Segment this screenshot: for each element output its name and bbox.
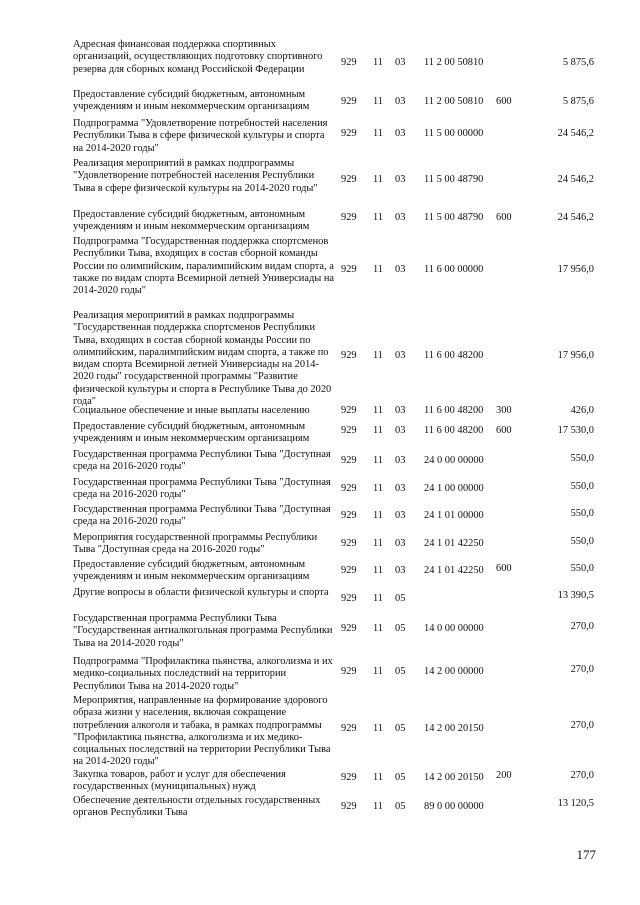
target-article-code: 11 6 00 48200 (424, 350, 484, 361)
grbs-code: 929 (341, 455, 357, 466)
item-name: Предоставление субсидий бюджетным, автономным учреждениям и иным некоммерческим организациям (73, 209, 310, 233)
item-name: Реализация мероприятий в рамках подпрограммы "Государственная поддержка спортсменов Республики Тыва, входящих в состав сборной команды России по олимпийским, паралимпийским видам спорта, а также по видам спорта Всемирной летней Универсиады на 2014-2020 годы" государственной программы "Развитие физической культуры и спорта в Республике Тыва до 2020 года" (73, 310, 332, 408)
subsection-code: 03 (395, 57, 406, 68)
target-article-code: 11 6 00 48200 (424, 425, 484, 436)
item-name: Государственная программа Республики Тыва "Доступная среда на 2016-2020 годы" (73, 477, 331, 501)
item-name: Государственная программа Республики Тыва "Доступная среда на 2016-2020 годы" (73, 504, 331, 528)
section-code: 11 (373, 455, 384, 466)
amount: 5 875,6 (562, 57, 594, 68)
item-name: Предоставление субсидий бюджетным, автономным учреждениям и иным некоммерческим организациям (73, 559, 310, 583)
target-article-code: 24 1 01 42250 (424, 565, 484, 576)
amount: 24 546,2 (557, 212, 594, 223)
item-name: Социальное обеспечение и иные выплаты населению (73, 405, 310, 416)
subsection-code: 05 (395, 723, 406, 734)
subsection-code: 03 (395, 264, 406, 275)
section-code: 11 (373, 623, 384, 634)
item-name: Подпрограмма "Государственная поддержка спортсменов Республики Тыва, входящих в состав сборной команды России по олимпийским, паралимпийским видам спорта, а также по видам спорта Всемирной летней Универсиады на 2014-2020 годы" (73, 236, 335, 297)
section-code: 11 (373, 174, 384, 185)
amount: 24 546,2 (557, 174, 594, 185)
amount: 550,0 (570, 536, 594, 547)
amount: 550,0 (570, 508, 594, 519)
expense-type-code: 200 (496, 770, 512, 781)
section-code: 11 (373, 565, 384, 576)
expense-type-code: 600 (496, 563, 512, 574)
section-code: 11 (373, 723, 384, 734)
section-code: 11 (373, 96, 384, 107)
grbs-code: 929 (341, 425, 357, 436)
target-article-code: 24 1 01 00000 (424, 510, 484, 521)
subsection-code: 03 (395, 538, 406, 549)
item-name: Подпрограмма "Удовлетворение потребностей населения Республики Тыва в сфере физической культуры и спорта на 2014-2020 годы" (73, 118, 328, 154)
target-article-code: 11 5 00 48790 (424, 174, 484, 185)
subsection-code: 03 (395, 455, 406, 466)
item-name: Обеспечение деятельности отдельных государственных органов Республики Тыва (73, 795, 321, 819)
grbs-code: 929 (341, 538, 357, 549)
grbs-code: 929 (341, 723, 357, 734)
section-code: 11 (373, 212, 384, 223)
grbs-code: 929 (341, 801, 357, 812)
item-name: Государственная программа Республики Тыва "Государственная антиалкогольная программа Республики Тыва на 2014-2020 годы" (73, 613, 333, 649)
expense-type-code: 300 (496, 405, 512, 416)
subsection-code: 03 (395, 565, 406, 576)
grbs-code: 929 (341, 510, 357, 521)
subsection-code: 03 (395, 350, 406, 361)
grbs-code: 929 (341, 666, 357, 677)
section-code: 11 (373, 350, 384, 361)
subsection-code: 03 (395, 174, 406, 185)
subsection-code: 05 (395, 772, 406, 783)
target-article-code: 14 2 00 00000 (424, 666, 484, 677)
amount: 270,0 (570, 720, 594, 731)
subsection-code: 05 (395, 593, 406, 604)
section-code: 11 (373, 593, 384, 604)
expense-type-code: 600 (496, 212, 512, 223)
amount: 17 956,0 (557, 350, 594, 361)
target-article-code: 89 0 00 00000 (424, 801, 484, 812)
grbs-code: 929 (341, 264, 357, 275)
subsection-code: 03 (395, 483, 406, 494)
amount: 270,0 (570, 621, 594, 632)
amount: 270,0 (570, 664, 594, 675)
grbs-code: 929 (341, 212, 357, 223)
subsection-code: 03 (395, 405, 406, 416)
section-code: 11 (373, 405, 384, 416)
amount: 17 956,0 (557, 264, 594, 275)
amount: 13 120,5 (557, 798, 594, 809)
target-article-code: 11 6 00 00000 (424, 264, 484, 275)
subsection-code: 05 (395, 801, 406, 812)
section-code: 11 (373, 128, 384, 139)
item-name: Другие вопросы в области физической культуры и спорта (73, 587, 329, 598)
target-article-code: 11 6 00 48200 (424, 405, 484, 416)
grbs-code: 929 (341, 772, 357, 783)
amount: 17 530,0 (557, 425, 594, 436)
target-article-code: 11 5 00 00000 (424, 128, 484, 139)
target-article-code: 14 2 00 20150 (424, 723, 484, 734)
item-name: Предоставление субсидий бюджетным, автономным учреждениям и иным некоммерческим организациям (73, 89, 310, 113)
subsection-code: 03 (395, 425, 406, 436)
grbs-code: 929 (341, 405, 357, 416)
amount: 550,0 (570, 481, 594, 492)
section-code: 11 (373, 801, 384, 812)
amount: 426,0 (570, 405, 594, 416)
item-name: Государственная программа Республики Тыва "Доступная среда на 2016-2020 годы" (73, 449, 331, 473)
amount: 550,0 (570, 453, 594, 464)
section-code: 11 (373, 666, 384, 677)
section-code: 11 (373, 264, 384, 275)
section-code: 11 (373, 510, 384, 521)
amount: 550,0 (570, 563, 594, 574)
expense-type-code: 600 (496, 425, 512, 436)
section-code: 11 (373, 425, 384, 436)
target-article-code: 14 0 00 00000 (424, 623, 484, 634)
amount: 13 390,5 (557, 590, 594, 601)
grbs-code: 929 (341, 174, 357, 185)
grbs-code: 929 (341, 57, 357, 68)
amount: 5 875,6 (562, 96, 594, 107)
subsection-code: 05 (395, 623, 406, 634)
grbs-code: 929 (341, 623, 357, 634)
section-code: 11 (373, 57, 384, 68)
target-article-code: 11 2 00 50810 (424, 57, 484, 68)
grbs-code: 929 (341, 96, 357, 107)
subsection-code: 05 (395, 666, 406, 677)
item-name: Адресная финансовая поддержка спортивных организаций, осуществляющих подготовку спортивного резерва для сборных команд Российской Федерации (73, 39, 323, 75)
item-name: Закупка товаров, работ и услуг для обеспечения государственных (муниципальных) нужд (73, 769, 286, 793)
item-name: Подпрограмма "Профилактика пьянства, алкоголизма и их медико-социальных последствий на территории Республики Тыва на 2014-2020 годы" (73, 656, 333, 692)
subsection-code: 03 (395, 212, 406, 223)
target-article-code: 24 1 01 42250 (424, 538, 484, 549)
grbs-code: 929 (341, 128, 357, 139)
grbs-code: 929 (341, 483, 357, 494)
item-name: Мероприятия государственной программы Республики Тыва "Доступная среда на 2016-2020 годы" (73, 532, 318, 556)
grbs-code: 929 (341, 593, 357, 604)
grbs-code: 929 (341, 350, 357, 361)
section-code: 11 (373, 483, 384, 494)
amount: 270,0 (570, 770, 594, 781)
subsection-code: 03 (395, 96, 406, 107)
target-article-code: 11 2 00 50810 (424, 96, 484, 107)
item-name: Реализация мероприятий в рамках подпрограммы "Удовлетворение потребностей населения Республики Тыва в сфере физической культуры на 2014-2020 годы" (73, 158, 318, 194)
target-article-code: 24 0 00 00000 (424, 455, 484, 466)
subsection-code: 03 (395, 510, 406, 521)
amount: 24 546,2 (557, 128, 594, 139)
target-article-code: 24 1 00 00000 (424, 483, 484, 494)
expense-type-code: 600 (496, 96, 512, 107)
page-number: 177 (576, 847, 596, 862)
section-code: 11 (373, 772, 384, 783)
target-article-code: 14 2 00 20150 (424, 772, 484, 783)
item-name: Мероприятия, направленные на формирование здорового образа жизни у населения, включая сокращение потребления алкоголя и табака, в рамках подпрограммы "Профилактика пьянства, алкоголизма и их медико-социальных последствий на территории Республики Тыва на 2014-2020 годы" (73, 695, 331, 768)
item-name: Предоставление субсидий бюджетным, автономным учреждениям и иным некоммерческим организациям (73, 421, 310, 445)
target-article-code: 11 5 00 48790 (424, 212, 484, 223)
subsection-code: 03 (395, 128, 406, 139)
section-code: 11 (373, 538, 384, 549)
grbs-code: 929 (341, 565, 357, 576)
